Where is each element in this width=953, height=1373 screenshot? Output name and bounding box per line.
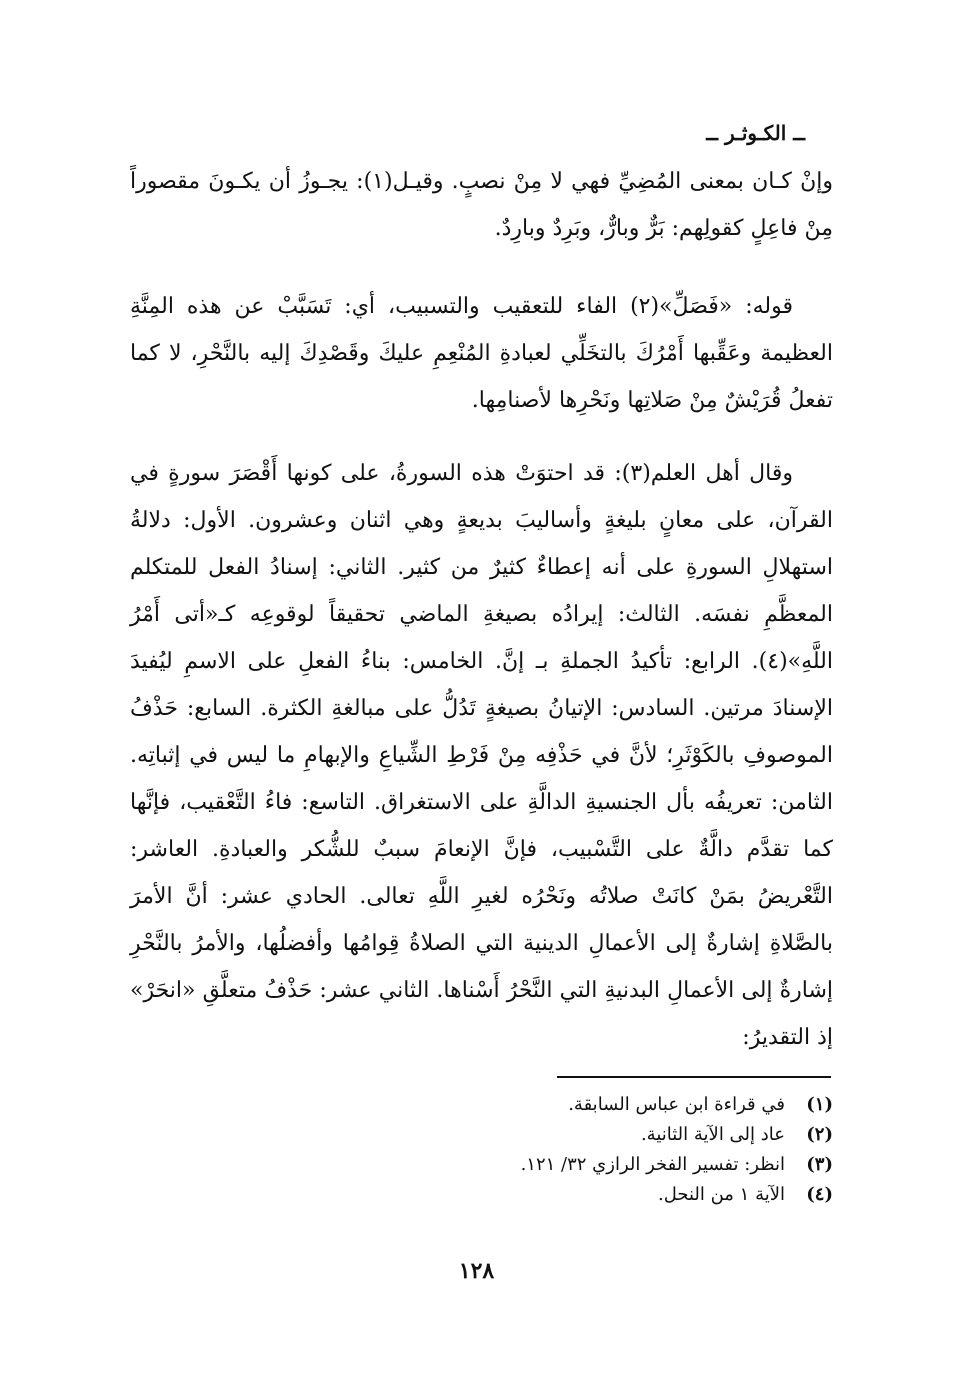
footnote-item <box>133 1090 833 1120</box>
footnote-text: الآية ١ من النحل. <box>657 1184 785 1205</box>
footnote-item <box>133 1180 833 1210</box>
body-paragraph: وقال أهل العلم(٣): قد احتوَتْ هذه السورةُ، على كونها أَقْصَرَ سورةٍ في القرآن، على معانٍ بليغةٍ وأساليبَ بديعةٍ وهي اثنان وعشرون. الأول: دلالةُ استهلالِ السورةِ على أنه إعطاءٌ كثيرٌ من كثير. الثاني: إسنادُ الفعل للمتكلم المعظَّمِ نفسَه. الثالث: إيرادُه بصيغةِ الماضي تحقيقاً لوقوعِه كـ«أتى أَمْرُ اللَّهِ»(٤). الرابع: تأكيدُ الجملةِ بـ إنَّ. الخامس: بناءُ الفعلِ على الاسمِ ليُفيدَ الإسنادَ مرتين. السادس: الإتيانُ بصيغةٍ تَدُلُّ على مبالغةِ الكثرة. السابع: حَذْفُ الموصوفِ بالكَوْثَرِ؛ لأنَّ في حَذْفِه مِنْ فَرْطِ الشِّياعِ والإبهامِ ما ليس في إثباتِه. الثامن: تعريفُه بأل الجنسيةِ الدالَّةِ على الاستغراق. التاسع: فاءُ التَّعْقيب، فإنَّها كما تقدَّم دالَّةٌ على التَّسْبيب، فإنَّ الإنعامَ سببٌ للشُّكر والعبادةِ. العاشر: التَّعْريضُ بمَنْ كانَتْ صلاتُه ونَحْرُه لغيرِ اللَّهِ تعالى. الحادي عشر: أنَّ الأمرَ بالصَّلاةِ إشارةٌ إلى الأعمالِ الدينية التي الصلاةُ قِوامُها وأفضلُها، والأمرُ بالنَّحْرِ إشارةٌ إلى الأعمالِ البدنيةِ التي النَّحْرُ أَسْناها. الثاني عشر: حَذْفُ متعلَّقِ «انحَرْ» إذ التقديرُ: <box>130 461 833 1050</box>
paragraph-1-block <box>130 158 833 252</box>
footnote-divider <box>557 1076 831 1078</box>
paragraph-3-block <box>130 450 833 1061</box>
body-paragraph: قوله: «فَصَلِّ»(٢) الفاء للتعقيب والتسبيب، أي: تَسَبَّبْ عن هذه المِنَّةِ العظيمة وعَقِّبها أَمْرُكَ بالتخَلِّي لعبادةِ المُنْعِمِ عليكَ وقَصْدِكَ إليه بالنَّحْرِ، لا كما تفعلُ قُرَيْشٌ مِنْ صَلاتِها ونَحْرِها لأصنامِها. <box>130 294 833 413</box>
footnote-number: (٢) <box>806 1124 833 1145</box>
footnote-text: عاد إلى الآية الثانية. <box>640 1124 785 1145</box>
footnote-item <box>133 1120 833 1150</box>
page-number: ١٢٨ <box>458 1258 495 1284</box>
footnote-text: في قراءة ابن عباس السابقة. <box>568 1094 785 1115</box>
footnote-number: (١) <box>806 1094 833 1115</box>
body-paragraph: وإنْ كـان بمعنى المُضِيِّ فهي لا مِنْ نصبٍ. وقيـل(١): يجـوزُ أن يكـونَ مقصوراً مِنْ فاعِلٍ كقولِهم: بَرٌّ وبارٌّ، وبَرِدٌ وبارِدٌ. <box>130 169 834 241</box>
footnote-text: انظر: تفسير الفخر الرازي ٣٢/ ١٢١. <box>520 1154 785 1175</box>
paragraph-2-block <box>130 283 833 424</box>
footnotes-list <box>133 1090 833 1210</box>
footnote-number: (٣) <box>806 1154 833 1175</box>
footnote-item <box>133 1150 833 1180</box>
footnote-number: (٤) <box>806 1184 833 1205</box>
running-header: ــ الكـوثـر ــ <box>706 121 805 145</box>
